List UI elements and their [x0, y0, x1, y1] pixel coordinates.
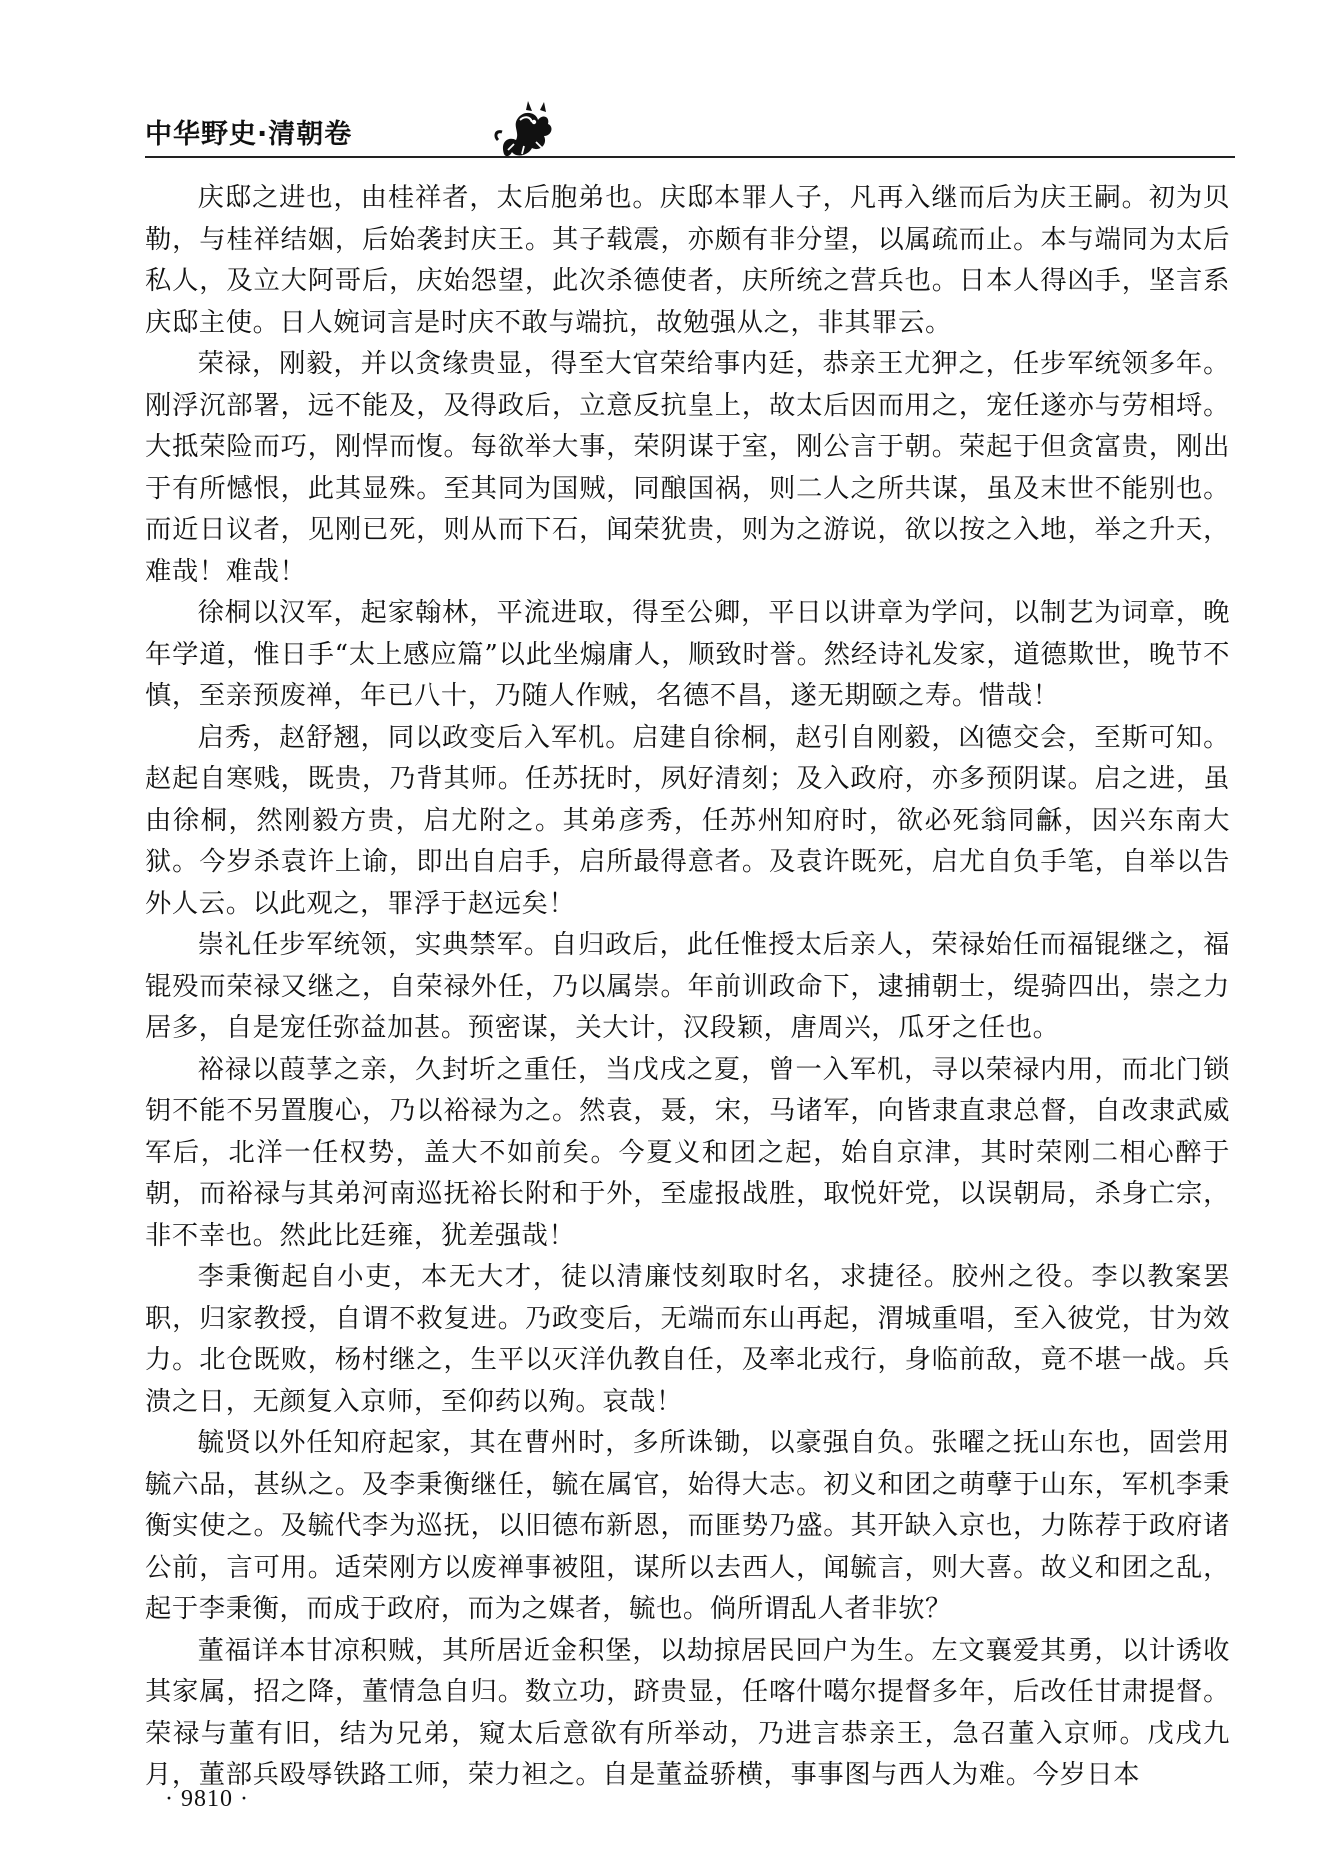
paragraph: 启秀，赵舒翘，同以政变后入军机。启建自徐桐，赵引自刚毅，凶德交会，至斯可知。赵起自寒贱，既贵，乃背其师。任苏抚时，夙好清刻；及入政府，亦多预阴谋。启之进，虽由徐桐，然刚毅方贵，启尤附之。其弟彦秀，任苏州知府时，欲必死翁同龢，因兴东南大狱。今岁杀袁许上谕，即出自启手，启所最得意者。及袁许既死，启尤自负手笔，自举以告外人云。以此观之，罪浮于赵远矣！: [145, 722, 1230, 919]
paragraph: 裕禄以葭莩之亲，久封圻之重任，当戊戌之夏，曾一入军机，寻以荣禄内用，而北门锁钥不能不另置腹心，乃以裕禄为之。然袁，聂，宋，马诸军，向皆隶直隶总督，自改隶武威军后，北洋一任权势，盖大不如前矣。今夏义和团之起，始自京津，其时荣刚二相心醉于朝，而裕禄与其弟河南巡抚裕长附和于外，至虚报战胜，取悦奸党，以误朝局，杀身亡宗，非不幸也。然此比廷雍，犹差强哉！: [145, 1054, 1230, 1251]
paragraph: 庆邸之进也，由桂祥者，太后胞弟也。庆邸本罪人子，凡再入继而后为庆王嗣。初为贝勒，与桂祥结姻，后始袭封庆王。其子载震，亦颇有非分望，以属疏而止。本与端同为太后私人，及立大阿哥后，庆始怨望，此次杀德使者，庆所统之营兵也。日本人得凶手，坚言系庆邸主使。日人婉词言是时庆不敢与端抗，故勉强从之，非其罪云。: [145, 183, 1230, 338]
header-rule: [145, 156, 1235, 158]
paragraph: 董福详本甘凉积贼，其所居近金积堡，以劫掠居民回户为生。左文襄爱其勇，以计诱收其家属，招之降，董情急自归。数立功，跻贵显，任喀什噶尔提督多年，后改任甘肃提督。荣禄与董有旧，结为兄弟，窥太后意欲有所举动，乃进言恭亲王，急召董入京师。戊戌九月，董部兵殴辱铁路工师，荣力袒之。自是董益骄横，事事图与西人为难。今岁日本: [145, 1635, 1230, 1790]
paragraph: 荣禄，刚毅，并以贪缘贵显，得至大官荣给事内廷，恭亲王尤狎之，任步军统领多年。刚浮沉部署，远不能及，及得政后，立意反抗皇上，故太后因而用之，宠任遂亦与劳相埒。大抵荣险而巧，刚悍而愎。每欲举大事，荣阴谋于室，刚公言于朝。荣起于但贪富贵，刚出于有所憾恨，此其显殊。至其同为国贼，同酿国祸，则二人之所共谋，虽及末世不能别也。而近日议者，见刚已死，则从而下石，闻荣犹贵，则为之游说，欲以按之入地，举之升天，难哉！难哉！: [145, 349, 1230, 587]
paragraph: 李秉衡起自小吏，本无大才，徒以清廉忮刻取时名，求捷径。胶州之役。李以教案罢职，归家教授，自谓不救复进。乃政变后，无端而东山再起，渭城重唱，至入彼党，甘为效力。北仓既败，杨村继之，生平以灭洋仇教自任，及率北戎行，身临前敌，竟不堪一战。兵溃之日，无颜复入京师，至仰药以殉。哀哉！: [145, 1262, 1230, 1417]
paragraph: 毓贤以外任知府起家，其在曹州时，多所诛锄，以豪强自负。张曜之抚山东也，固尝用毓六品，甚纵之。及李秉衡继任，毓在属官，始得大志。初义和团之萌孽于山东，军机李秉衡实使之。及毓代李为巡抚，以旧德布新恩，而匪势乃盛。其开缺入京也，力陈荐于政府诸公前，言可用。适荣刚方以废禅事被阻，谋所以去西人，闻毓言，则大喜。故义和团之乱，起于李秉衡，而成于政府，而为之媒者，毓也。倘所谓乱人者非欤？: [145, 1428, 1230, 1624]
running-header: [145, 108, 1235, 168]
body-text: [145, 178, 1230, 1797]
book-title: 中华野史·清朝卷: [145, 119, 353, 150]
page-number: · 9810 ·: [165, 1786, 249, 1812]
paragraph: 徐桐以汉军，起家翰林，平流进取，得至公卿，平日以讲章为学问，以制艺为词章，晚年学道，惟日手“太上感应篇”以此坐煽庸人，顺致时誉。然经诗礼发家，道德欺世，晚节不慎，至亲预废禅，年已八十，乃随人作贼，名德不昌，遂无期颐之寿。惜哉！: [145, 598, 1230, 711]
paragraph: 崇礼任步军统领，实典禁军。自归政后，此任惟授太后亲人，荣禄始任而福锟继之，福锟殁而荣禄又继之，自荣禄外任，乃以属崇。年前训政命下，逮捕朝士，缇骑四出，崇之力居多，自是宠任弥益加甚。预密谋，关大计，汉段颖，唐周兴，瓜牙之任也。: [145, 930, 1230, 1043]
